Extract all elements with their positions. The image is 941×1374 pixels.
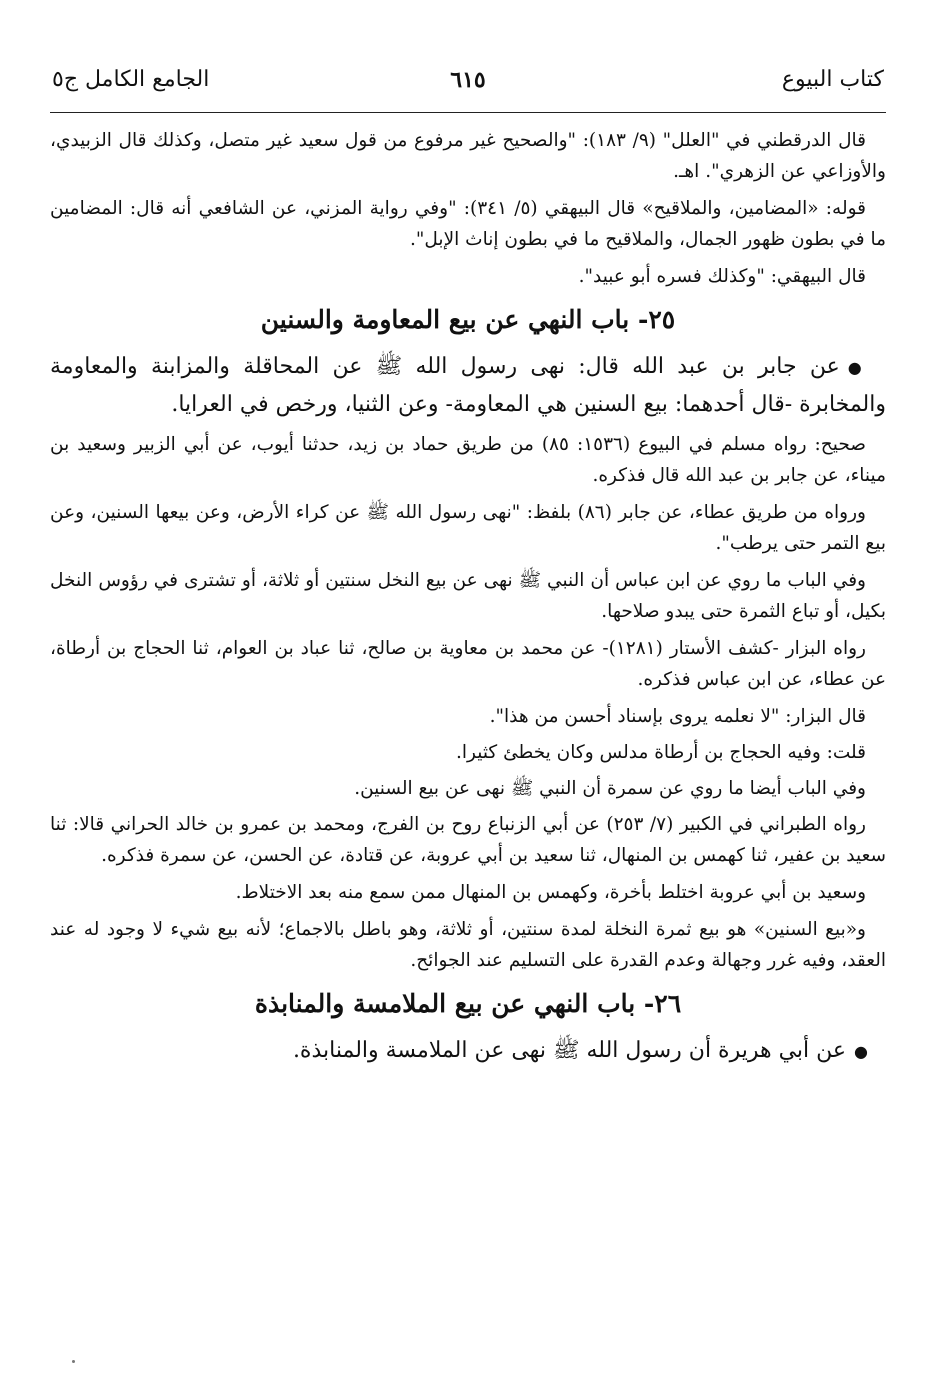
paragraph-ata-route: ورواه من طريق عطاء، عن جابر (٨٦) بلفظ: "نهى رسول الله ﷺ عن كراء الأرض، وعن بيعها السنين، وعن بيع التمر حتى يرطب". [50, 502, 886, 554]
paragraph-samura: وفي الباب أيضا ما روي عن سمرة أن النبي ﷺ نهى عن بيع السنين. [354, 778, 866, 799]
paragraph-bay-al-sinin: و«بيع السنين» هو بيع ثمرة النخلة لمدة سنتين، أو ثلاثة، وهو باطل بالاجماع؛ لأنه بيع شيء لا وجود له عند العقد، وفيه غرر وجهالة وعدم القدرة على التسليم عند الجوائح. [50, 919, 886, 971]
hadith-abu-hurayra [50, 1032, 886, 1070]
paragraph-bazzar-quote: قال البزار: "لا نعلمه يروى بإسناد أحسن من هذا". [489, 706, 866, 727]
bullet-icon: ● [847, 358, 868, 377]
paragraph-sahih-muslim: صحيح: رواه مسلم في البيوع (١٥٣٦: ٨٥) من طريق حماد بن زيد، حدثنا أيوب، عن أبي الزبير وسعيد بن ميناء، عن جابر بن عبد الله قال فذكره. [50, 434, 886, 486]
chapter-heading-25: ٢٥- باب النهي عن بيع المعاومة والسنين [260, 305, 676, 334]
hadith-jabir-text: عن جابر بن عبد الله قال: نهى رسول الله ﷺ عن المحاقلة والمزابنة والمعاومة والمخابرة -قال أحدهما: بيع السنين هي المعاومة- وعن الثنيا، ورخص في العرايا. [50, 354, 886, 417]
paragraph-madamin: قوله: «المضامين، والملاقيح» قال البيهقي (٥/ ٣٤١): "وفي رواية المزني، عن الشافعي أنه قال: المضامين ما في بطون ظهور الجمال، والملاقيح ما في بطون إناث الإبل". [50, 198, 886, 250]
page-speck [72, 1360, 75, 1363]
book-title: كتاب البيوع [781, 67, 884, 92]
collection-title: الجامع الكامل ج٥ [52, 67, 210, 92]
running-header [50, 60, 886, 100]
paragraph-tabarani: رواه الطبراني في الكبير (٧/ ٢٥٣) عن أبي الزنباع روح بن الفرج، ومحمد بن عمرو بن خالد الحراني قالا: ثنا سعيد بن عفير، ثنا كهمس بن المنهال، ثنا سعيد بن أبي عروبة، عن قتادة، عن الحسن، عن سمرة فذكره. [50, 814, 886, 866]
paragraph-darqutni: قال الدرقطني في "العلل" (٩/ ١٨٣): "والصحيح غير مرفوع من قول سعيد غير متصل، وكذلك قال الزبيدي، والأوزاعي عن الزهري". اهـ. [50, 130, 886, 182]
hadith-abu-hurayra-text: عن أبي هريرة أن رسول الله ﷺ نهى عن الملامسة والمنابذة. [292, 1038, 847, 1063]
paragraph-ibn-abi-aruba: وسعيد بن أبي عروبة اختلط بأخرة، وكهمس بن المنهال ممن سمع منه بعد الاختلاط. [235, 882, 866, 903]
chapter-heading-26: ٢٦- باب النهي عن بيع الملامسة والمنابذة [254, 989, 682, 1018]
paragraph-ibn-abbas: وفي الباب ما روي عن ابن عباس أن النبي ﷺ نهى عن بيع النخل سنتين أو ثلاثة، أو تشترى في رؤوس النخل بكيل، أو تباع الثمرة حتى يبدو صلاحها. [50, 570, 886, 622]
page-number: ٦١٥ [450, 67, 486, 93]
bullet-icon: ● [854, 1042, 868, 1061]
page-body [50, 125, 886, 1070]
header-rule [50, 112, 886, 113]
hadith-jabir [50, 348, 886, 423]
paragraph-bazzar: رواه البزار -كشف الأستار (١٢٨١)- عن محمد بن معاوية بن صالح، ثنا عباد بن العوام، ثنا الحجاج بن أرطاة، عن عطاء، عن ابن عباس فذكره. [50, 638, 886, 690]
paragraph-bayhaqi: قال البيهقي: "وكذلك فسره أبو عبيد". [578, 266, 866, 287]
paragraph-hajjaj: قلت: وفيه الحجاج بن أرطاة مدلس وكان يخطئ كثيرا. [456, 742, 866, 763]
